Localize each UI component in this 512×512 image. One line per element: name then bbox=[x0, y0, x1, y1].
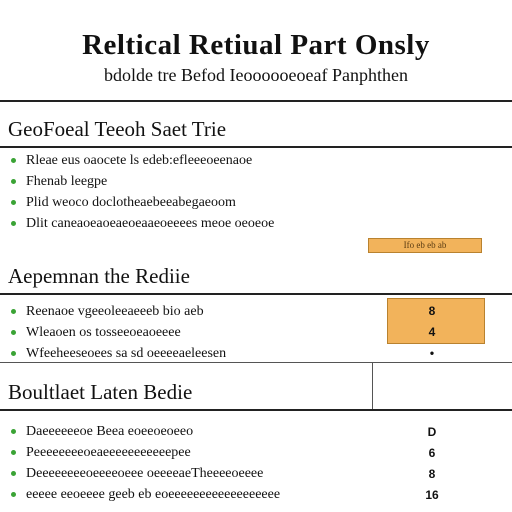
list-item: Rleae eus oaocete ls edeb:efleeeoeenaoe bbox=[8, 150, 368, 171]
section-1-list bbox=[8, 150, 368, 234]
value-cell: 6 bbox=[428, 446, 436, 460]
value-cell: 16 bbox=[425, 488, 439, 502]
divider bbox=[0, 409, 512, 411]
list-item: Deeeeeeeeoeeeeoeee oeeeeaeTheeeeoeeee bbox=[8, 463, 408, 484]
value-cell: 8 bbox=[428, 467, 436, 481]
list-item: Fhenab leegpe bbox=[8, 171, 368, 192]
value-cell: D bbox=[427, 425, 437, 439]
divider bbox=[0, 146, 512, 148]
list-item: Dlit caneaoeaoeaeoeaaeoeeees meoe oeoeoe bbox=[8, 213, 368, 234]
section-heading-2: Aepemnan the Rediie bbox=[8, 264, 190, 288]
divider bbox=[0, 362, 512, 363]
list-item: Wfeeheeseoees sa sd oeeeeaeleesen bbox=[8, 343, 378, 364]
list-item: Daeeeeeeoe Beea eoeeoeoeeo bbox=[8, 421, 408, 442]
value-cell: • bbox=[429, 346, 435, 360]
page-title: Reltical Retiual Part Onsly bbox=[82, 29, 430, 61]
value-cell: 4 bbox=[428, 325, 436, 339]
value-cell: 8 bbox=[428, 304, 436, 318]
section-heading-1: GeoFoeal Teeoh Saet Trie bbox=[8, 117, 227, 141]
section-3-list bbox=[8, 421, 408, 505]
page-subtitle: bdolde tre Befod Ieoooooeoeaf Panphthen bbox=[104, 65, 408, 85]
divider bbox=[0, 293, 512, 295]
list-item: eeeee eeoeeee geeb eb eoeeeeeeeeeeeeeeeeee bbox=[8, 484, 408, 505]
divider bbox=[0, 100, 512, 102]
column-divider bbox=[372, 362, 373, 410]
list-item: Wleaoen os tosseeoeaoeeee bbox=[8, 322, 378, 343]
list-item: Plid weoco doclotheaebeeabegaeoom bbox=[8, 192, 368, 213]
section-2-list bbox=[8, 301, 378, 364]
list-item: Reenaoe vgeeoleeaeeeb bio aeb bbox=[8, 301, 378, 322]
section-heading-3: Boultlaet Laten Bedie bbox=[8, 380, 193, 404]
list-item: Peeeeeeeeoeaeeeeeeeeeeepee bbox=[8, 442, 408, 463]
note-badge: Ifo eb eb ab bbox=[368, 238, 482, 253]
